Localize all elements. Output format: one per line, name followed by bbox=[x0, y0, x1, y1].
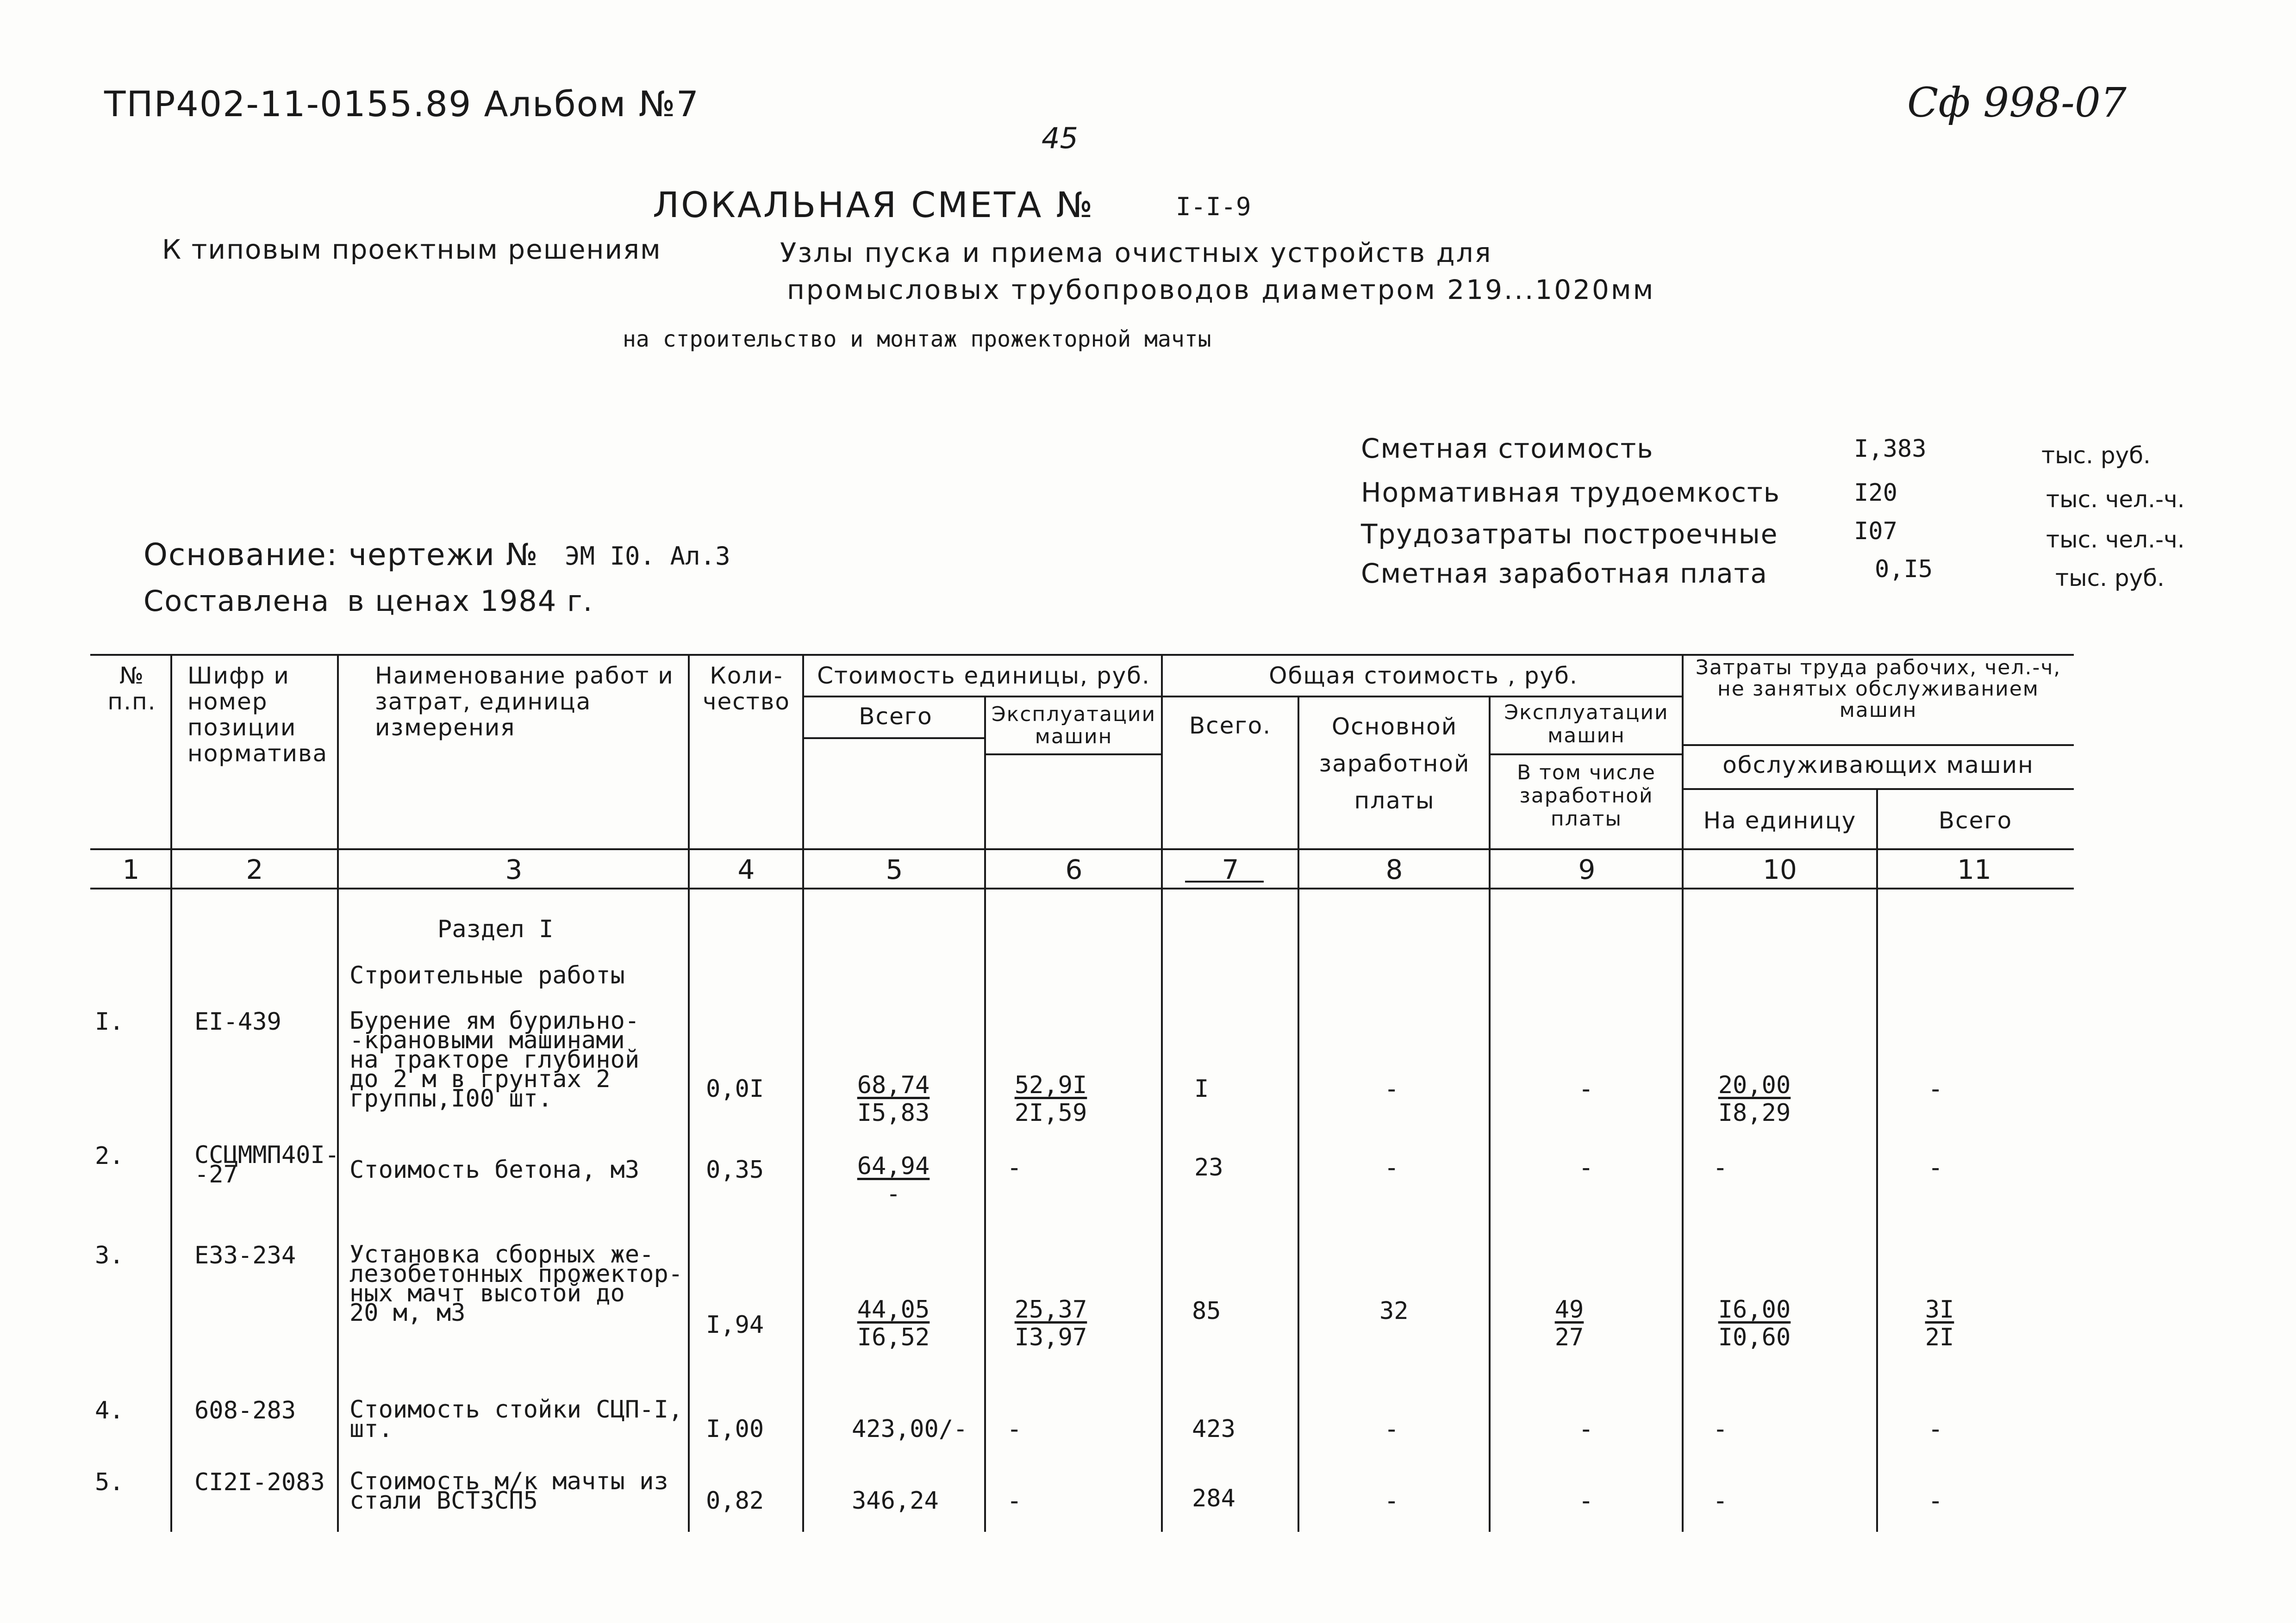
column-number: 10 bbox=[1763, 854, 1797, 885]
row-name: Стоимость бетона, м3 bbox=[349, 1156, 640, 1184]
basis-label: Основание: чертежи № bbox=[144, 537, 539, 572]
summary-label: Сметная стоимость bbox=[1361, 433, 1654, 464]
row-number: 2. bbox=[95, 1142, 124, 1170]
estimate-subtitle: на строительство и монтаж прожекторной мачты bbox=[623, 326, 1211, 352]
row-qty: I,94 bbox=[706, 1311, 764, 1339]
column-number: 1 bbox=[122, 854, 140, 885]
row-number: 3. bbox=[95, 1242, 124, 1269]
column-number: 2 bbox=[246, 854, 263, 885]
summary-label: Нормативная трудоемкость bbox=[1361, 477, 1780, 508]
row-code: ССЦММП40I- -27 bbox=[194, 1141, 340, 1188]
row-number: 5. bbox=[95, 1468, 124, 1496]
header-qty: Коли-чество bbox=[703, 662, 790, 715]
row-labor-total: - bbox=[1928, 1074, 1943, 1103]
row-total-machines: $\frac{49}{27}$ bbox=[1554, 1296, 1584, 1351]
row-number: 4. bbox=[95, 1397, 124, 1424]
row-code: СI2I-2083 bbox=[194, 1468, 325, 1496]
row-labor-total: - bbox=[1928, 1414, 1943, 1443]
header-labor-total: Всего bbox=[1938, 807, 2013, 834]
row-name: Стоимость стойки СЦП-I, шт. bbox=[349, 1396, 683, 1443]
project-title-line1: Узлы пуска и приема очистных устройств для bbox=[780, 237, 1492, 268]
section-title: Раздел I bbox=[437, 915, 554, 943]
row-unit-total: 423,00/- bbox=[852, 1415, 968, 1443]
compiled-label: Составлена bbox=[144, 584, 330, 618]
row-unit-machines: - bbox=[1007, 1153, 1022, 1182]
header-num: № п.п. bbox=[107, 662, 156, 715]
row-labor-total: - bbox=[1928, 1486, 1943, 1515]
column-number: 7 bbox=[1222, 854, 1239, 885]
row-name: Установка сборных же- лезобетонных прожектор- ных мачт высотой до 20 м, м3 bbox=[349, 1241, 683, 1327]
row-labor-total: - bbox=[1928, 1153, 1943, 1182]
summary-value: I,383 bbox=[1854, 435, 1927, 463]
row-total-wages: - bbox=[1384, 1414, 1399, 1443]
row-total-all: 85 bbox=[1192, 1297, 1221, 1325]
row-total-all: I bbox=[1194, 1075, 1209, 1103]
row-total-machines: - bbox=[1578, 1414, 1594, 1443]
row-total-wages: 32 bbox=[1379, 1297, 1409, 1325]
row-labor-per-unit: - bbox=[1713, 1153, 1728, 1182]
row-qty: 0,0I bbox=[706, 1075, 764, 1103]
row-total-all: 423 bbox=[1192, 1415, 1235, 1443]
row-number: I. bbox=[95, 1008, 124, 1036]
column-number: 8 bbox=[1385, 854, 1403, 885]
summary-unit: тыс. руб. bbox=[2041, 442, 2151, 469]
row-unit-machines: $\frac{52,9I}{2I,59}$ bbox=[1014, 1071, 1087, 1127]
column-number: 11 bbox=[1957, 854, 1991, 885]
row-labor-per-unit: $\frac{I6,00}{I0,60}$ bbox=[1718, 1296, 1791, 1351]
summary-value: 0,I5 bbox=[1875, 555, 1933, 583]
row-labor-per-unit: $\frac{20,00}{I8,29}$ bbox=[1718, 1071, 1791, 1127]
row-total-wages: - bbox=[1384, 1153, 1399, 1182]
row-code: EI-439 bbox=[194, 1008, 281, 1036]
row-total-machines: - bbox=[1578, 1486, 1594, 1515]
row-code: Е33-234 bbox=[194, 1242, 296, 1269]
header-unit-cost: Стоимость единицы, руб. bbox=[817, 662, 1150, 689]
row-qty: 0,35 bbox=[706, 1156, 764, 1184]
row-labor-per-unit: - bbox=[1713, 1414, 1728, 1443]
header-unit-total: Всего bbox=[859, 703, 933, 730]
header-name: Наименование работ и затрат, единица измерения bbox=[375, 662, 674, 741]
column-number: 5 bbox=[886, 854, 903, 885]
header-labor-per-unit: На единицу bbox=[1703, 807, 1857, 834]
summary-label: Трудозатраты построечные bbox=[1361, 518, 1778, 550]
row-labor-total: $\frac{3I}{2I}$ bbox=[1925, 1296, 1954, 1351]
row-total-machines: - bbox=[1578, 1074, 1594, 1103]
summary-unit: тыс. чел.-ч. bbox=[2046, 526, 2185, 553]
header-total-machines: Эксплуатации машин bbox=[1504, 701, 1669, 747]
row-qty: 0,82 bbox=[706, 1487, 764, 1515]
row-unit-total: 64,94 - bbox=[857, 1152, 930, 1208]
row-unit-machines: - bbox=[1007, 1486, 1022, 1515]
row-code: 608-283 bbox=[194, 1397, 296, 1424]
header-code: Шифр и номер позиции норматива bbox=[187, 662, 328, 767]
row-total-machines: - bbox=[1578, 1153, 1594, 1182]
header-total-cost: Общая стоимость , руб. bbox=[1269, 662, 1578, 689]
column-number: 4 bbox=[737, 854, 755, 885]
row-unit-total: 346,24 bbox=[852, 1487, 939, 1515]
row-total-all: 23 bbox=[1194, 1154, 1223, 1181]
project-label: К типовым проектным решениям bbox=[162, 234, 661, 265]
summary-value: I07 bbox=[1854, 517, 1897, 545]
page-number: 45 bbox=[1042, 121, 1078, 155]
summary-unit: тыс. руб. bbox=[2055, 565, 2165, 591]
header-total-machines-wages: В том числе заработной платы bbox=[1517, 761, 1656, 831]
row-qty: I,00 bbox=[706, 1415, 764, 1443]
section-subtitle: Строительные работы bbox=[349, 962, 625, 989]
summary-label: Сметная заработная плата bbox=[1361, 558, 1768, 589]
page-title: ЛОКАЛЬНАЯ СМЕТА № bbox=[653, 184, 1095, 225]
column-number: 9 bbox=[1578, 854, 1596, 885]
row-total-all: 284 bbox=[1192, 1485, 1235, 1512]
header-labor: Затраты труда рабочих, чел.-ч, не занятых обслуживанием машин bbox=[1695, 656, 2061, 722]
row-name: Стоимость м/к мачты из стали ВСТ3СП5 bbox=[349, 1468, 668, 1515]
row-labor-per-unit: - bbox=[1713, 1486, 1728, 1515]
header-unit-machines: Эксплуатации машин bbox=[991, 703, 1156, 748]
estimate-number: I-I-9 bbox=[1176, 192, 1251, 221]
project-title-line2: промысловых трубопроводов диаметром 219...1020мм bbox=[787, 274, 1655, 305]
row-unit-total: $\frac{44,05}{I6,52}$ bbox=[857, 1296, 930, 1351]
header-labor-sub: обслуживающих машин bbox=[1722, 752, 2034, 778]
header-total-all: Всего. bbox=[1189, 712, 1272, 739]
summary-unit: тыс. чел.-ч. bbox=[2046, 486, 2185, 513]
row-unit-machines: - bbox=[1007, 1414, 1022, 1443]
summary-value: I20 bbox=[1854, 479, 1897, 507]
row-unit-total: $\frac{68,74}{I5,83}$ bbox=[857, 1071, 930, 1127]
document-id: ТПР402-11-0155.89 Альбом №7 bbox=[104, 83, 700, 124]
header-total-wages: Основной заработной платы bbox=[1319, 713, 1470, 814]
row-total-wages: - bbox=[1384, 1486, 1399, 1515]
row-total-wages: - bbox=[1384, 1074, 1399, 1103]
row-unit-machines: $\frac{25,37}{I3,97}$ bbox=[1014, 1296, 1087, 1351]
column-number: 3 bbox=[505, 854, 523, 885]
basis-value: ЭМ I0. Ал.3 bbox=[565, 541, 730, 571]
handwritten-code-mark: Сф 998-07 bbox=[1907, 79, 2127, 126]
column-number: 6 bbox=[1065, 854, 1083, 885]
compiled-value: в ценах 1984 г. bbox=[347, 584, 593, 618]
row-name: Бурение ям бурильно- -крановыми машинами на тракторе глубиной до 2 м в грунтах 2 группы,I00 шт. bbox=[349, 1007, 640, 1113]
